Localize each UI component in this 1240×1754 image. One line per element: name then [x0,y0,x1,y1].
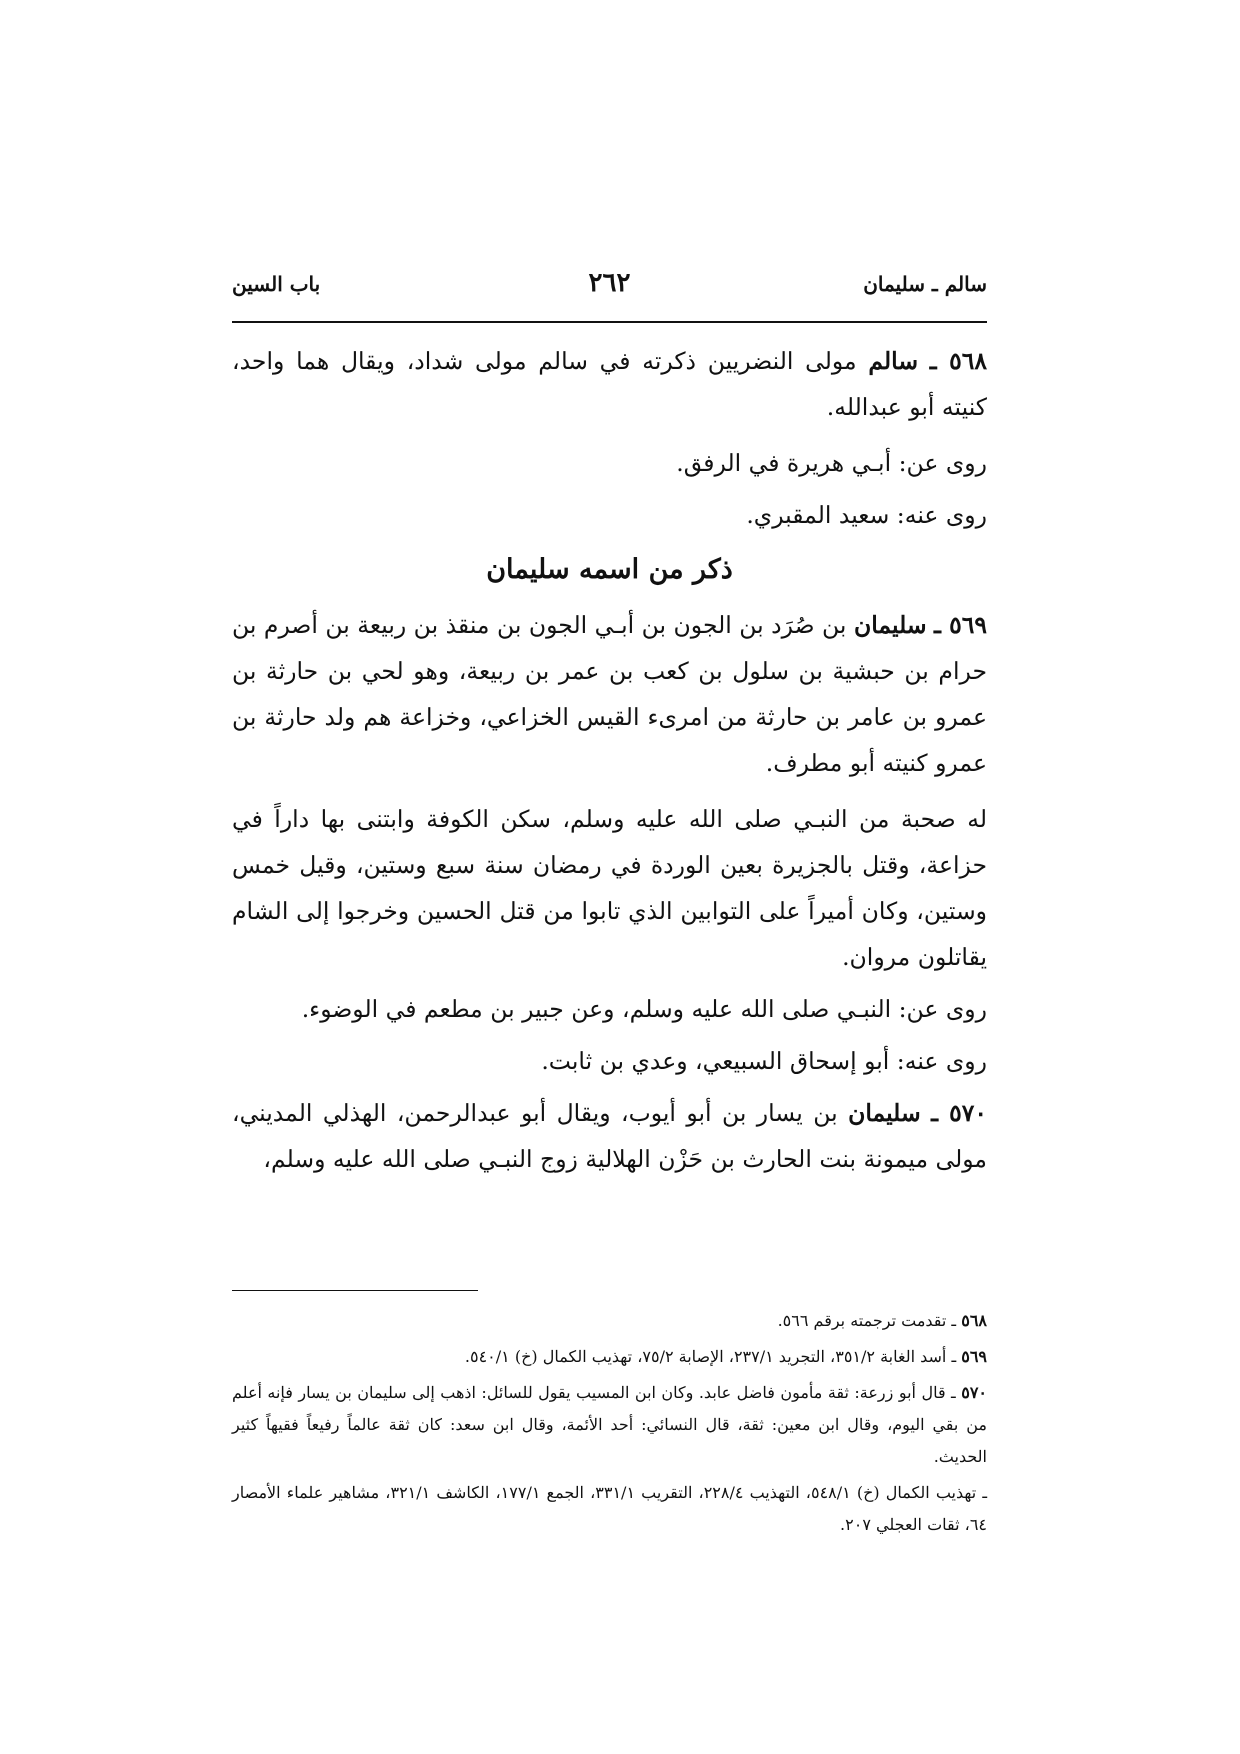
entry-name: سالم [868,347,919,375]
entry-text: بن صُرَد بن الجون بن أبـي الجون بن منقذ بن ربيعة بن أصرم بن حرام بن حبشية بن سلول بن كعب بن عمر بن ربيعة، وهو لحي بن حارثة بن عمرو بن عامر بن حارثة من امرىء القيس الخزاعي، وخزاعة هم ولد حارثة بن عمرو كنيته أبو مطرف. [232,611,987,777]
page-number: ٢٦٢ [588,268,631,298]
footnote [232,1477,987,1541]
entry-text: بن يسار بن أبو أيوب، ويقال أبو عبدالرحمن، الهذلي المديني، مولى ميمونة بنت الحارث بن حَزْن الهلالية زوج النبـي صلى الله عليه وسلم، [232,1099,987,1173]
entry-number: ٥٧٠ ـ [931,1099,987,1127]
main-text [232,338,987,1192]
footnote [232,1377,987,1473]
footnote-text: ـ أسد الغابة ٣٥١/٢، التجريد ٢٣٧/١، الإصابة ٧٥/٢، تهذيب الكمال (خ) ٥٤٠/١. [464,1347,957,1366]
narrated-from: روى عن: النبـي صلى الله عليه وسلم، وعن جبير بن مطعم في الوضوء. [301,995,987,1023]
narrated-by: روى عنه: أبو إسحاق السبيعي، وعدي بن ثابت. [541,1047,987,1075]
footnotes [232,1305,987,1545]
entry-568 [232,338,987,430]
narrated-from: روى عن: أبـي هريرة في الرفق. [676,449,987,477]
header-chapter-range: سالم ـ سليمان [863,272,987,296]
footnote-number: ٥٦٩ [961,1347,987,1366]
footnote-text: ـ تقدمت ترجمته برقم ٥٦٦. [777,1311,957,1330]
entry-name: سليمان [853,611,927,639]
footnote-text: ـ قال أبو زرعة: ثقة مأمون فاضل عابد. وكان ابن المسيب يقول للسائل: اذهب إلى سليمان بن يسار فإنه أعلم من بقي اليوم، وقال ابن معين: ثقة، قال النسائي: أحد الأئمة، وقال ابن سعد: كان ثقة عالماً رفيعاً فقيهاً كثير الحديث. [232,1383,987,1466]
header-divider [232,321,987,323]
footnote-number: ٥٧٠ [961,1383,987,1402]
entry-name: سليمان [848,1099,921,1127]
narrated-by: روى عنه: سعيد المقبري. [746,501,987,529]
entry-number: ٥٦٩ ـ [934,611,987,639]
entry-569-biography: له صحبة من النبـي صلى الله عليه وسلم، سكن الكوفة وابتنى بها داراً في حزاعة، وقتل بالجزيرة بعين الوردة في رمضان سنة سبع وستين، وقيل خمس وستين، وكان أميراً على التوابين الذي تابوا من قتل الحسين وخرجوا إلى الشام يقاتلون مروان. [232,805,987,971]
page-header [232,268,987,312]
entry-570 [232,1090,987,1182]
footnote-number: ٥٦٨ [961,1311,987,1330]
footnote [232,1305,987,1337]
entry-text: مولى النضريين ذكرته في سالم مولى شداد، ويقال هما واحد، كنيته أبو عبدالله. [232,347,987,421]
entry-number: ٥٦٨ ـ [929,347,987,375]
section-heading: ذكر من اسمه سليمان [486,554,733,585]
header-section-title: باب السين [232,272,321,296]
footnote-divider [232,1290,478,1291]
footnote [232,1341,987,1373]
footnote-text: ـ تهذيب الكمال (خ) ٥٤٨/١، التهذيب ٢٢٨/٤، التقريب ٣٣١/١، الجمع ١٧٧/١، الكاشف ٣٢١/١، مشاهير علماء الأمصار ٦٤، ثقات العجلي ٢٠٧. [232,1483,988,1534]
entry-569 [232,602,987,786]
